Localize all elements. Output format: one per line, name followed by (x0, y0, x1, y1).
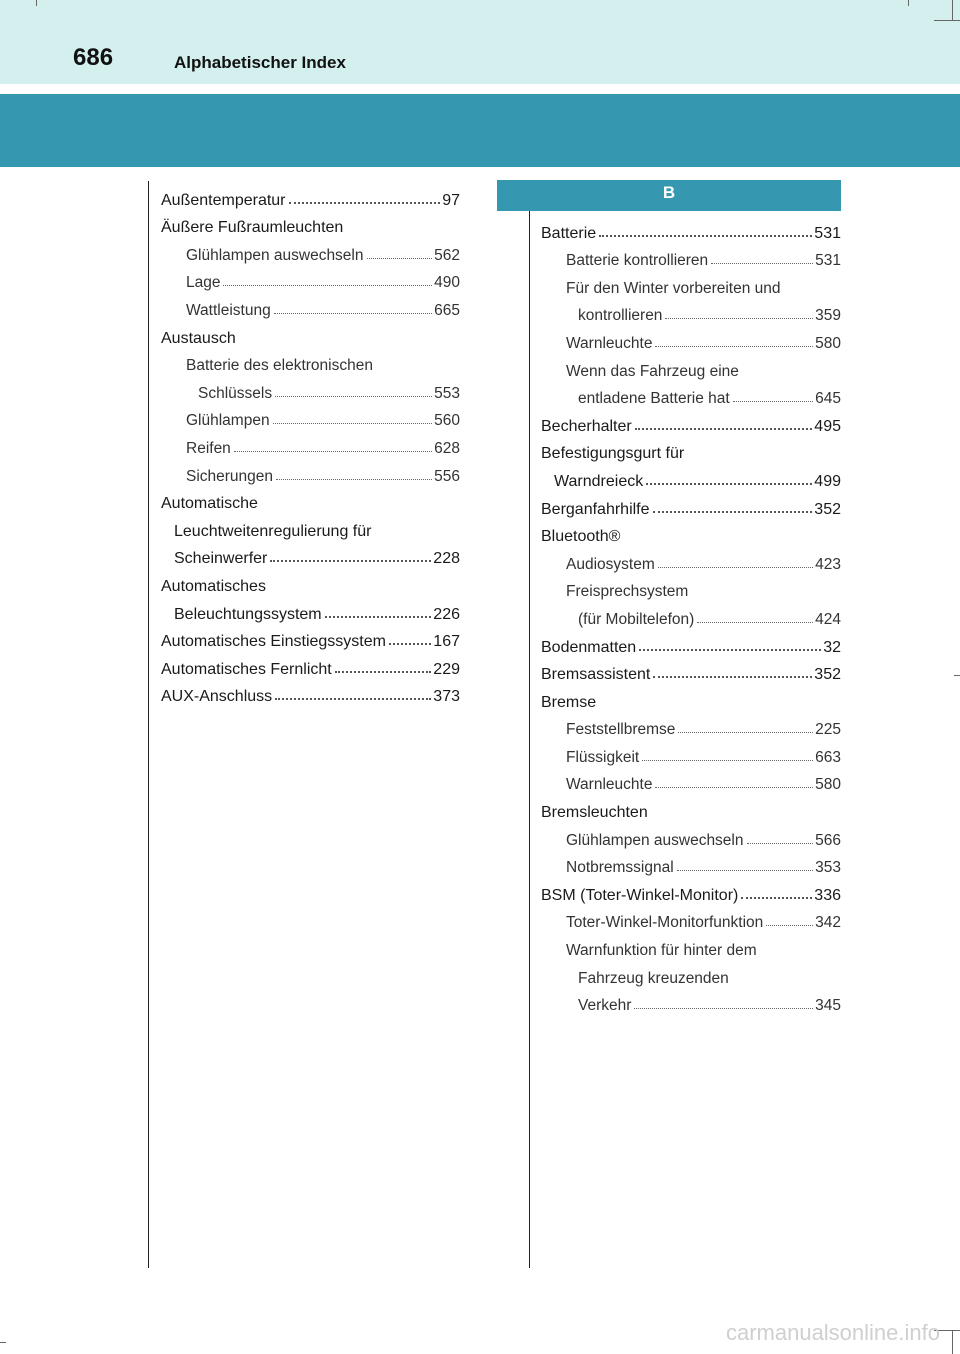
leader-dots (273, 423, 433, 424)
index-entry (161, 210, 460, 238)
index-entry-label: (für Mobiltelefon) (578, 610, 695, 628)
leader-dots (741, 897, 812, 899)
index-entry-label: Automatische (161, 495, 258, 513)
index-entry-label: Bodenmatten (541, 638, 637, 656)
page-number: 686 (73, 44, 114, 71)
index-entry-page[interactable]: 32 (823, 638, 841, 656)
index-entry-label: Flüssigkeit (566, 748, 640, 766)
leader-dots (634, 1008, 813, 1009)
index-entry (541, 712, 841, 740)
index-entry-page[interactable]: 562 (434, 246, 460, 264)
index-entry-label: Warnfunktion für hinter dem (566, 942, 757, 960)
index-entry-label: Automatisches Fernlicht (161, 660, 332, 678)
index-entry (161, 513, 460, 541)
crop-mark (952, 0, 953, 20)
leader-dots (653, 676, 812, 678)
index-entry-label: Becherhalter (541, 417, 632, 435)
leader-dots (289, 202, 441, 204)
watermark: carmanualsonline.info (725, 1320, 940, 1345)
index-entry-page[interactable]: 580 (815, 334, 841, 352)
leader-dots (599, 235, 812, 237)
index-entry-label: Außentemperatur (161, 191, 286, 209)
index-entry-page[interactable]: 228 (433, 550, 460, 568)
index-entry-label: Sicherungen (186, 467, 274, 485)
index-entry (541, 739, 841, 767)
index-entry-label: Glühlampen (186, 412, 270, 430)
index-entry-page[interactable]: 225 (815, 721, 841, 739)
index-entry-page[interactable]: 424 (815, 610, 841, 628)
leader-dots (234, 451, 432, 452)
index-entry-page[interactable]: 373 (433, 688, 460, 706)
index-entry-page[interactable]: 229 (433, 660, 460, 678)
index-entry (541, 215, 841, 243)
index-entry-label: Warnleuchte (566, 776, 653, 794)
leader-dots (733, 401, 813, 402)
index-entry-page[interactable]: 499 (814, 472, 841, 490)
crop-mark (934, 20, 960, 21)
index-entry (161, 568, 460, 596)
index-entry-label: Batterie kontrollieren (566, 252, 709, 270)
index-entry-page[interactable]: 359 (815, 307, 841, 325)
index-column-left (161, 182, 460, 706)
leader-dots (335, 671, 432, 673)
crop-mark (908, 0, 909, 6)
leader-dots (655, 346, 813, 347)
index-entry (161, 292, 460, 320)
index-entry-label: Glühlampen auswechseln (186, 246, 364, 264)
index-entry-label: Glühlampen auswechseln (566, 831, 744, 849)
index-entry (161, 403, 460, 431)
leader-dots (658, 567, 813, 568)
index-entry-label: Bremsleuchten (541, 804, 648, 822)
index-entry-label: Leuchtweitenregulierung für (174, 522, 372, 540)
index-entry-page[interactable]: 342 (815, 914, 841, 932)
leader-dots (711, 263, 813, 264)
index-entry-label: Berganfahrhilfe (541, 500, 650, 518)
index-entry (541, 629, 841, 657)
index-entry (541, 850, 841, 878)
index-entry (541, 243, 841, 271)
leader-dots (276, 479, 432, 480)
index-entry-page[interactable]: 490 (434, 274, 460, 292)
index-entry-page[interactable]: 423 (815, 555, 841, 573)
index-entry (541, 436, 841, 464)
header-bar (0, 0, 960, 84)
index-entry-page[interactable]: 580 (815, 776, 841, 794)
leader-dots (653, 511, 813, 513)
index-entry-page[interactable]: 663 (815, 748, 841, 766)
index-entry-page[interactable]: 556 (434, 467, 460, 485)
index-entry-label: Toter-Winkel-Monitorfunktion (566, 914, 764, 932)
index-entry-page[interactable]: 566 (815, 831, 841, 849)
leader-dots (677, 870, 813, 871)
index-entry-page[interactable]: 353 (815, 859, 841, 877)
leader-dots (275, 698, 431, 700)
crop-mark (952, 1330, 953, 1354)
index-entry (541, 684, 841, 712)
index-entry-page[interactable]: 665 (434, 301, 460, 319)
index-entry-label: Wenn das Fahrzeug eine (566, 362, 739, 380)
index-entry (161, 679, 460, 707)
index-entry-label: kontrollieren (578, 307, 663, 325)
index-entry-page[interactable]: 167 (433, 633, 460, 651)
index-entry-label: Befestigungsgurt für (541, 445, 685, 463)
index-entry (541, 877, 841, 905)
index-entry (161, 182, 460, 210)
index-entry (161, 375, 460, 403)
index-entry-label: Bremsassistent (541, 666, 651, 684)
crop-mark (36, 0, 37, 6)
index-entry (161, 486, 460, 514)
index-entry-label: Für den Winter vorbereiten und (566, 279, 781, 297)
index-entry (541, 353, 841, 381)
leader-dots (766, 925, 813, 926)
index-entry-label: Scheinwerfer (174, 550, 268, 568)
index-entry (541, 988, 841, 1016)
index-entry-label: BSM (Toter-Winkel-Monitor) (541, 886, 739, 904)
index-entry (161, 237, 460, 265)
leader-dots (678, 732, 813, 733)
index-entry (541, 932, 841, 960)
index-entry (541, 960, 841, 988)
index-entry (541, 546, 841, 574)
leader-dots (655, 787, 813, 788)
index-entry (541, 298, 841, 326)
index-entry (541, 325, 841, 353)
section-letter: B (497, 180, 841, 211)
index-entry (541, 408, 841, 436)
leader-dots (274, 313, 432, 314)
index-entry-page[interactable]: 336 (814, 886, 841, 904)
leader-dots (389, 643, 431, 645)
leader-dots (747, 843, 814, 844)
index-entry-page[interactable]: 352 (814, 500, 841, 518)
index-entry (541, 822, 841, 850)
index-entry-page[interactable]: 560 (434, 412, 460, 430)
index-entry (541, 794, 841, 822)
crop-mark (0, 1342, 6, 1343)
index-entry-label: Bluetooth® (541, 528, 621, 546)
index-column-right (541, 215, 841, 1015)
index-entry-page[interactable]: 226 (433, 605, 460, 623)
index-entry-page[interactable]: 345 (815, 997, 841, 1015)
left-divider (148, 181, 149, 1268)
leader-dots (635, 428, 813, 430)
leader-dots (642, 760, 813, 761)
index-entry-label: entladene Batterie hat (578, 390, 730, 408)
index-entry-label: AUX-Anschluss (161, 688, 273, 706)
leader-dots (367, 258, 433, 259)
index-entry-label: Schlüssels (198, 384, 273, 402)
index-entry (161, 624, 460, 652)
index-entry (161, 348, 460, 376)
index-entry-label: Fahrzeug kreuzenden (578, 969, 729, 987)
index-entry-label: Batterie (541, 224, 597, 242)
header-band (0, 94, 960, 167)
index-entry (161, 596, 460, 624)
index-entry (541, 657, 841, 685)
index-entry (161, 320, 460, 348)
index-entry (161, 430, 460, 458)
index-entry-label: Äußere Fußraumleuchten (161, 219, 344, 237)
index-entry-label: Warndreieck (554, 472, 644, 490)
leader-dots (223, 285, 432, 286)
index-entry-label: Beleuchtungssystem (174, 605, 322, 623)
leader-dots (665, 318, 813, 319)
index-entry-label: Batterie des elektronischen (186, 357, 373, 375)
leader-dots (697, 622, 813, 623)
index-entry (541, 491, 841, 519)
index-entry-label: Wattleistung (186, 301, 271, 319)
page-title: Alphabetischer Index (174, 53, 346, 72)
index-entry-label: Automatisches Einstiegssystem (161, 633, 386, 651)
index-entry (541, 463, 841, 491)
leader-dots (639, 649, 821, 651)
index-entry (541, 905, 841, 933)
index-entry (541, 574, 841, 602)
index-entry-label: Austausch (161, 329, 236, 347)
index-entry-label: Notbremssignal (566, 859, 674, 877)
index-entry-label: Automatisches (161, 577, 266, 595)
index-entry (161, 651, 460, 679)
center-divider (529, 211, 530, 1268)
index-entry-page[interactable]: 495 (814, 417, 841, 435)
index-entry-page[interactable]: 531 (815, 252, 841, 270)
index-entry-label: Feststellbremse (566, 721, 676, 739)
index-entry (161, 458, 460, 486)
leader-dots (275, 396, 432, 397)
index-entry-page[interactable]: 531 (814, 224, 841, 242)
leader-dots (325, 616, 432, 618)
crop-mark (954, 675, 960, 676)
leader-dots (646, 483, 812, 485)
index-entry-page[interactable]: 628 (434, 439, 460, 457)
index-entry (541, 601, 841, 629)
index-entry-label: Verkehr (578, 997, 632, 1015)
index-entry-label: Freisprechsystem (566, 583, 689, 601)
index-entry-page[interactable]: 645 (815, 390, 841, 408)
index-entry (541, 519, 841, 547)
index-entry (541, 270, 841, 298)
index-entry-label: Warnleuchte (566, 334, 653, 352)
index-entry-label: Audiosystem (566, 555, 655, 573)
index-entry-label: Reifen (186, 439, 231, 457)
index-entry (541, 381, 841, 409)
index-entry-label: Lage (186, 274, 221, 292)
index-entry-page[interactable]: 553 (434, 384, 460, 402)
index-entry-page[interactable]: 97 (442, 191, 460, 209)
index-entry (161, 265, 460, 293)
leader-dots (270, 560, 431, 562)
index-entry (541, 767, 841, 795)
index-entry-label: Bremse (541, 693, 597, 711)
index-entry-page[interactable]: 352 (814, 666, 841, 684)
index-entry (161, 541, 460, 569)
